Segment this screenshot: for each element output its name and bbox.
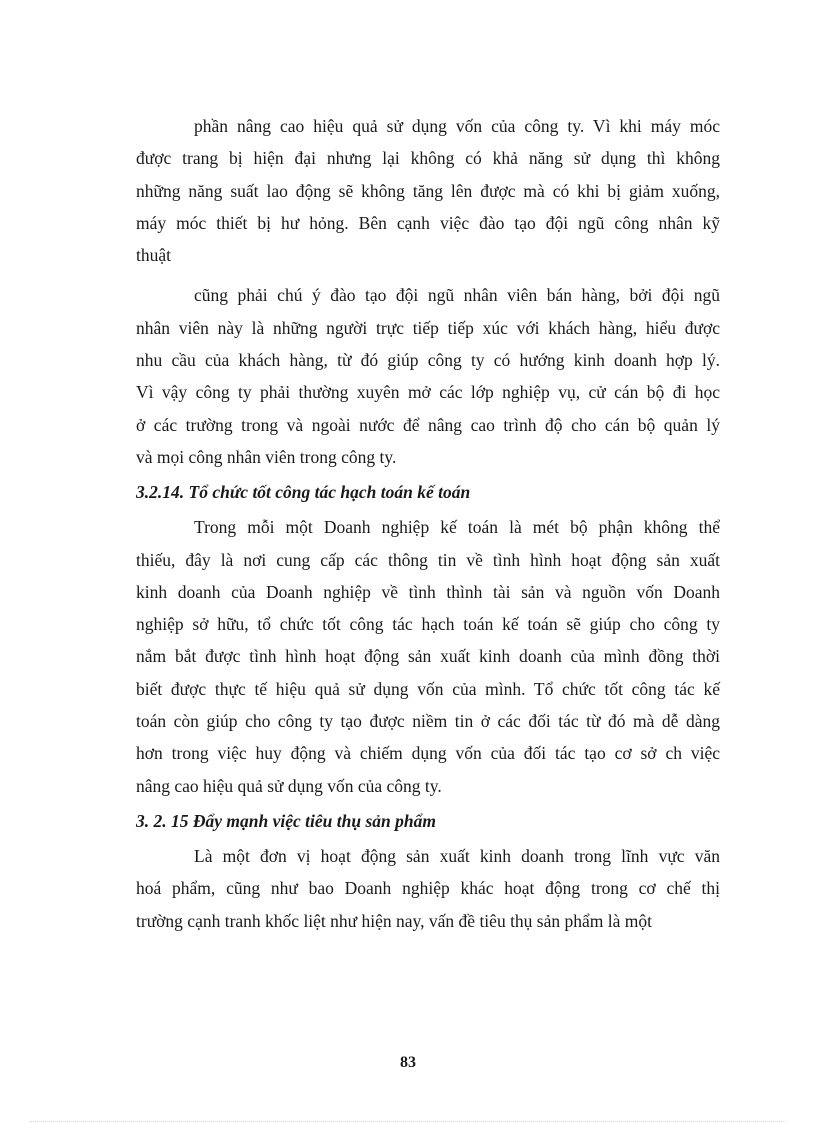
text-line: hơn trong việc huy động và chiếm dụng vốn của đối tác tạo cơ sở ch việc: [136, 743, 720, 764]
text-line: toán còn giúp cho công ty tạo được niềm tin ở các đối tác từ đó mà dễ dàng: [136, 711, 720, 732]
text-line: Vì vậy công ty phải thường xuyên mở các lớp nghiệp vụ, cử cán bộ đi học: [136, 382, 720, 403]
text-line: Là một đơn vị hoạt động sản xuất kinh doanh trong lĩnh vực văn: [194, 845, 720, 866]
page-content: [136, 110, 720, 937]
paragraph-product-consumption: [136, 840, 720, 937]
text-line: những năng suất lao động sẽ không tăng lên được mà có khi bị giảm xuống,: [136, 180, 720, 201]
text-line: ở các trường trong và ngoài nước để nâng cao trình độ cho cán bộ quản lý: [136, 414, 720, 435]
text-line: Trong mỗi một Doanh nghiệp kế toán là mét bộ phận không thể: [194, 517, 720, 538]
text-line: cũng phải chú ý đào tạo đội ngũ nhân viên bán hàng, bởi đội ngũ: [194, 285, 720, 306]
text-line: nâng cao hiệu quả sử dụng vốn của công ty.: [136, 775, 442, 796]
text-line: nhu cầu của khách hàng, từ đó giúp công ty có hướng kinh doanh hợp lý.: [136, 350, 720, 371]
text-line: nắm bắt được tình hình hoạt động sản xuất kinh doanh của mình đồng thời: [136, 646, 720, 667]
text-line: thuật: [136, 245, 171, 266]
text-line: và mọi công nhân viên trong công ty.: [136, 446, 397, 467]
page-bottom-divider: [30, 1121, 786, 1122]
text-line: nghiệp sở hữu, tổ chức tốt công tác hạch toán kế toán sẽ giúp cho công ty: [136, 614, 720, 635]
section-heading-3-2-15: 3. 2. 15 Đẩy mạnh việc tiêu thụ sản phẩm: [136, 810, 436, 831]
text-line: hoá phẩm, cũng như bao Doanh nghiệp khác hoạt động trong cơ chế thị: [136, 878, 720, 899]
paragraph-equipment-training: [136, 110, 720, 271]
text-line: thiếu, đây là nơi cung cấp các thông tin về tình hình hoạt động sản xuất: [136, 549, 720, 570]
text-line: máy móc thiết bị hư hỏng. Bên cạnh việc đào tạo đội ngũ công nhân kỹ: [136, 212, 720, 233]
paragraph-accounting: [136, 511, 720, 802]
text-line: được trang bị hiện đại nhưng lại không có khả năng sử dụng thì không: [136, 148, 720, 169]
text-line: nhân viên này là những người trực tiếp tiếp xúc với khách hàng, hiểu được: [136, 317, 720, 338]
section-heading-3-2-14: 3.2.14. Tổ chức tốt công tác hạch toán kế toán: [136, 482, 471, 503]
text-line: phần nâng cao hiệu quả sử dụng vốn của công ty. Vì khi máy móc: [194, 116, 720, 136]
text-line: trường cạnh tranh khốc liệt như hiện nay, vấn đề tiêu thụ sản phẩm là một: [136, 910, 652, 931]
text-line: biết được thực tế hiệu quả sử dụng vốn của mình. Tổ chức tốt công tác kế: [136, 678, 720, 699]
text-line: kinh doanh của Doanh nghiệp về tình thình tài sản và nguồn vốn Doanh: [136, 581, 720, 602]
paragraph-sales-staff-training: [136, 279, 720, 473]
page-number: 83: [400, 1054, 416, 1071]
